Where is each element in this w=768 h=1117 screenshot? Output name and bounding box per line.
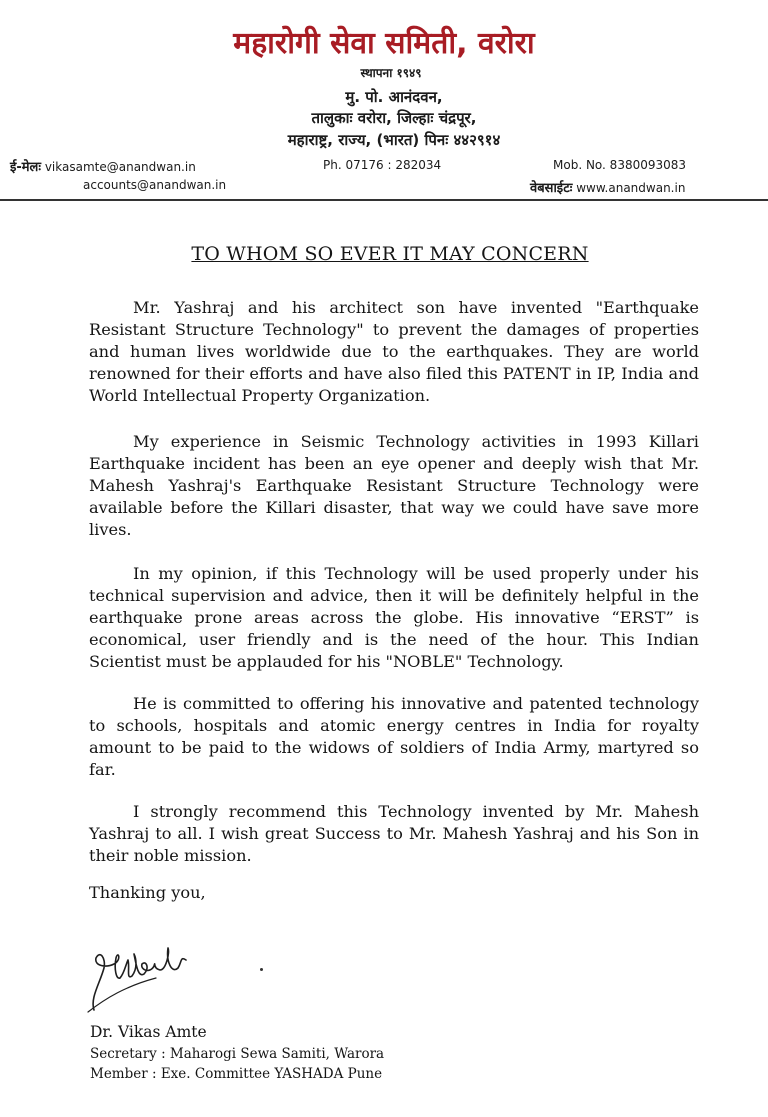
paragraph-5: I strongly recommend this Technology invented by Mr. Mahesh Yashraj to all. I wish great Success to Mr. Mahesh Yashraj and his Son in their noble mission. [89, 802, 699, 865]
paragraph-4: He is committed to offering his innovative and patented technology to schools, hospitals and atomic energy centres in India for royalty amount to be paid to the widows of soldiers of India Army, martyred so far. [89, 694, 699, 779]
paragraph-2: My experience in Seismic Technology activities in 1993 Killari Earthquake incident has been an eye opener and deeply wish that Mr. Mahesh Yashraj's Earthquake Resistant Structure Technology were available before the Killari disaster, that way we could have save more lives. [89, 432, 699, 539]
website-block [530, 178, 685, 196]
address-line-1: मु. पो. आनंदवन, [345, 88, 443, 106]
website-url: www.anandwan.in [576, 181, 686, 195]
address-line-2: तालुकाः वरोरा, जिल्हाः चंद्रपूर, [311, 109, 477, 127]
handwritten-signature [86, 938, 196, 1018]
letter-subject: TO WHOM SO EVER IT MAY CONCERN [191, 243, 589, 265]
mobile-number: Mob. No. 8380093083 [553, 158, 687, 172]
email-address-2: accounts@anandwan.in [83, 178, 227, 192]
paragraph-1: Mr. Yashraj and his architect son have invented "Earthquake Resistant Structure Technology" to prevent the damages of properties and human lives worldwide due to the earthquakes. They are world renowned for their efforts and have also filed this PATENT in IP, India and World Intellectual Property Organization. [89, 298, 699, 405]
address-line-3: महाराष्ट्र, राज्य, (भारत) पिनः ४४२९१४ [287, 131, 501, 149]
phone-number: Ph. 07176 : 282034 [323, 158, 442, 172]
established-year: स्थापना १९४९ [360, 66, 422, 80]
email-label: ई-मेलः [10, 160, 41, 175]
org-name: महारोगी सेवा समिती, वरोरा [233, 26, 535, 61]
ink-dot [260, 968, 263, 971]
email-address-1: vikasamte@anandwan.in [44, 160, 196, 174]
signatory-title-2: Member : Exe. Committee YASHADA Pune [90, 1066, 383, 1082]
closing-salutation: Thanking you, [89, 883, 206, 902]
header-divider [0, 199, 768, 201]
website-label: वेबसाईटः [530, 181, 573, 196]
signatory-title-1: Secretary : Maharogi Sewa Samiti, Warora [90, 1046, 385, 1062]
email-block [10, 157, 196, 175]
signatory-name: Dr. Vikas Amte [90, 1023, 207, 1041]
paragraph-3: In my opinion, if this Technology will be used properly under his technical supervision and advice, then it will be definitely helpful in the earthquake prone areas across the globe. His innovative “ERST” is economical, user friendly and is the need of the hour. This Indian Scientist must be applauded for his "NOBLE" Technology. [89, 564, 699, 671]
